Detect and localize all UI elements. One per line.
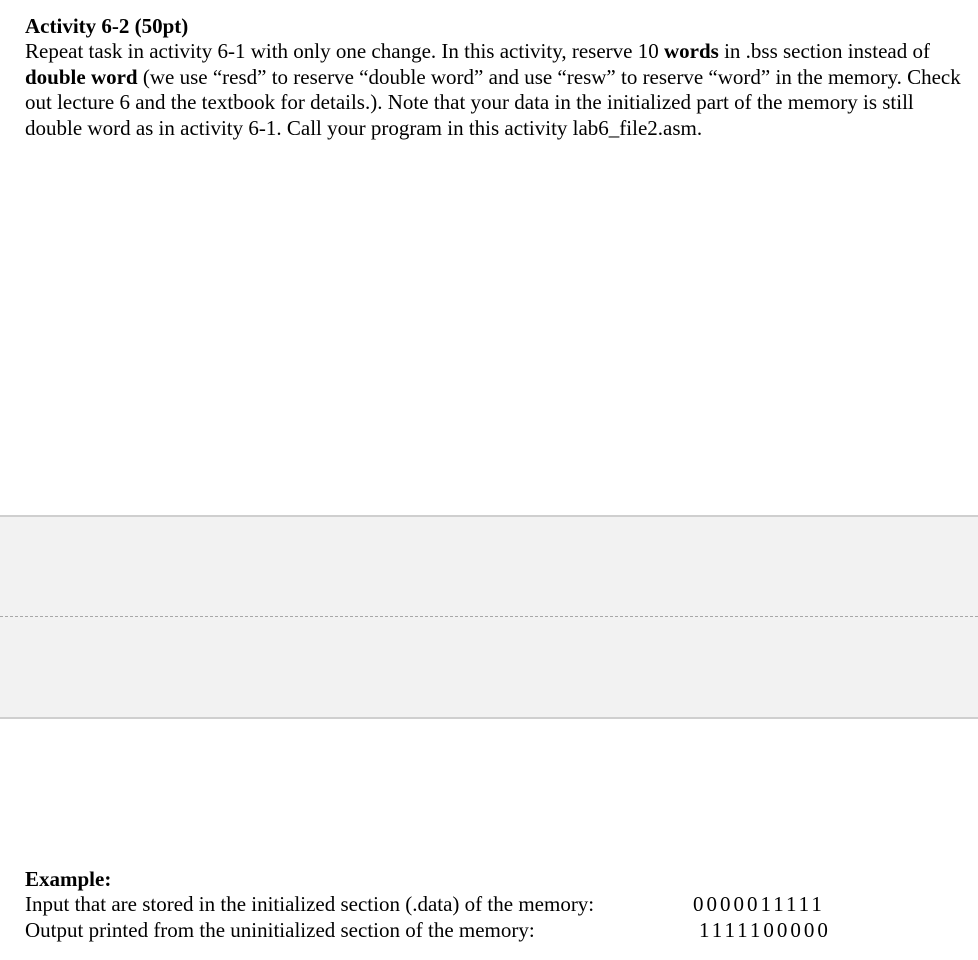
description-text-2: in .bss section instead of [718,39,930,64]
example-input-value: 0000011111 [693,892,825,917]
description-text-1: Repeat task in activity 6-1 with only one change. In this activity, reserve 10 [25,39,664,64]
example-heading: Example: [25,867,112,891]
example-output-row [25,918,965,943]
description-bold-double-word: double word [25,64,138,89]
activity-description [25,39,965,141]
description-bold-words: words [663,39,719,64]
example-section [25,867,965,943]
example-input-row [25,892,965,917]
page-break-dashed-line [0,616,978,617]
example-output-label: Output printed from the uninitialized section of the memory: [25,917,535,942]
example-input-label: Input that are stored in the initialized section (.data) of the memory: [25,892,595,917]
example-output-value: 1111100000 [699,917,831,942]
description-text-3: (we use “resd” to reserve “double word” and use “resw” to reserve “word” in the memory. Check out lecture 6 and the textbook for details.). Note that your data in the initialized part of the memory is still double word as in activity 6-1. Call your program in this activity lab6_file2.asm. [25,64,961,140]
activity-title: Activity 6-2 (50pt) [25,14,189,38]
page-break-band [0,515,978,719]
activity-section [25,14,965,141]
